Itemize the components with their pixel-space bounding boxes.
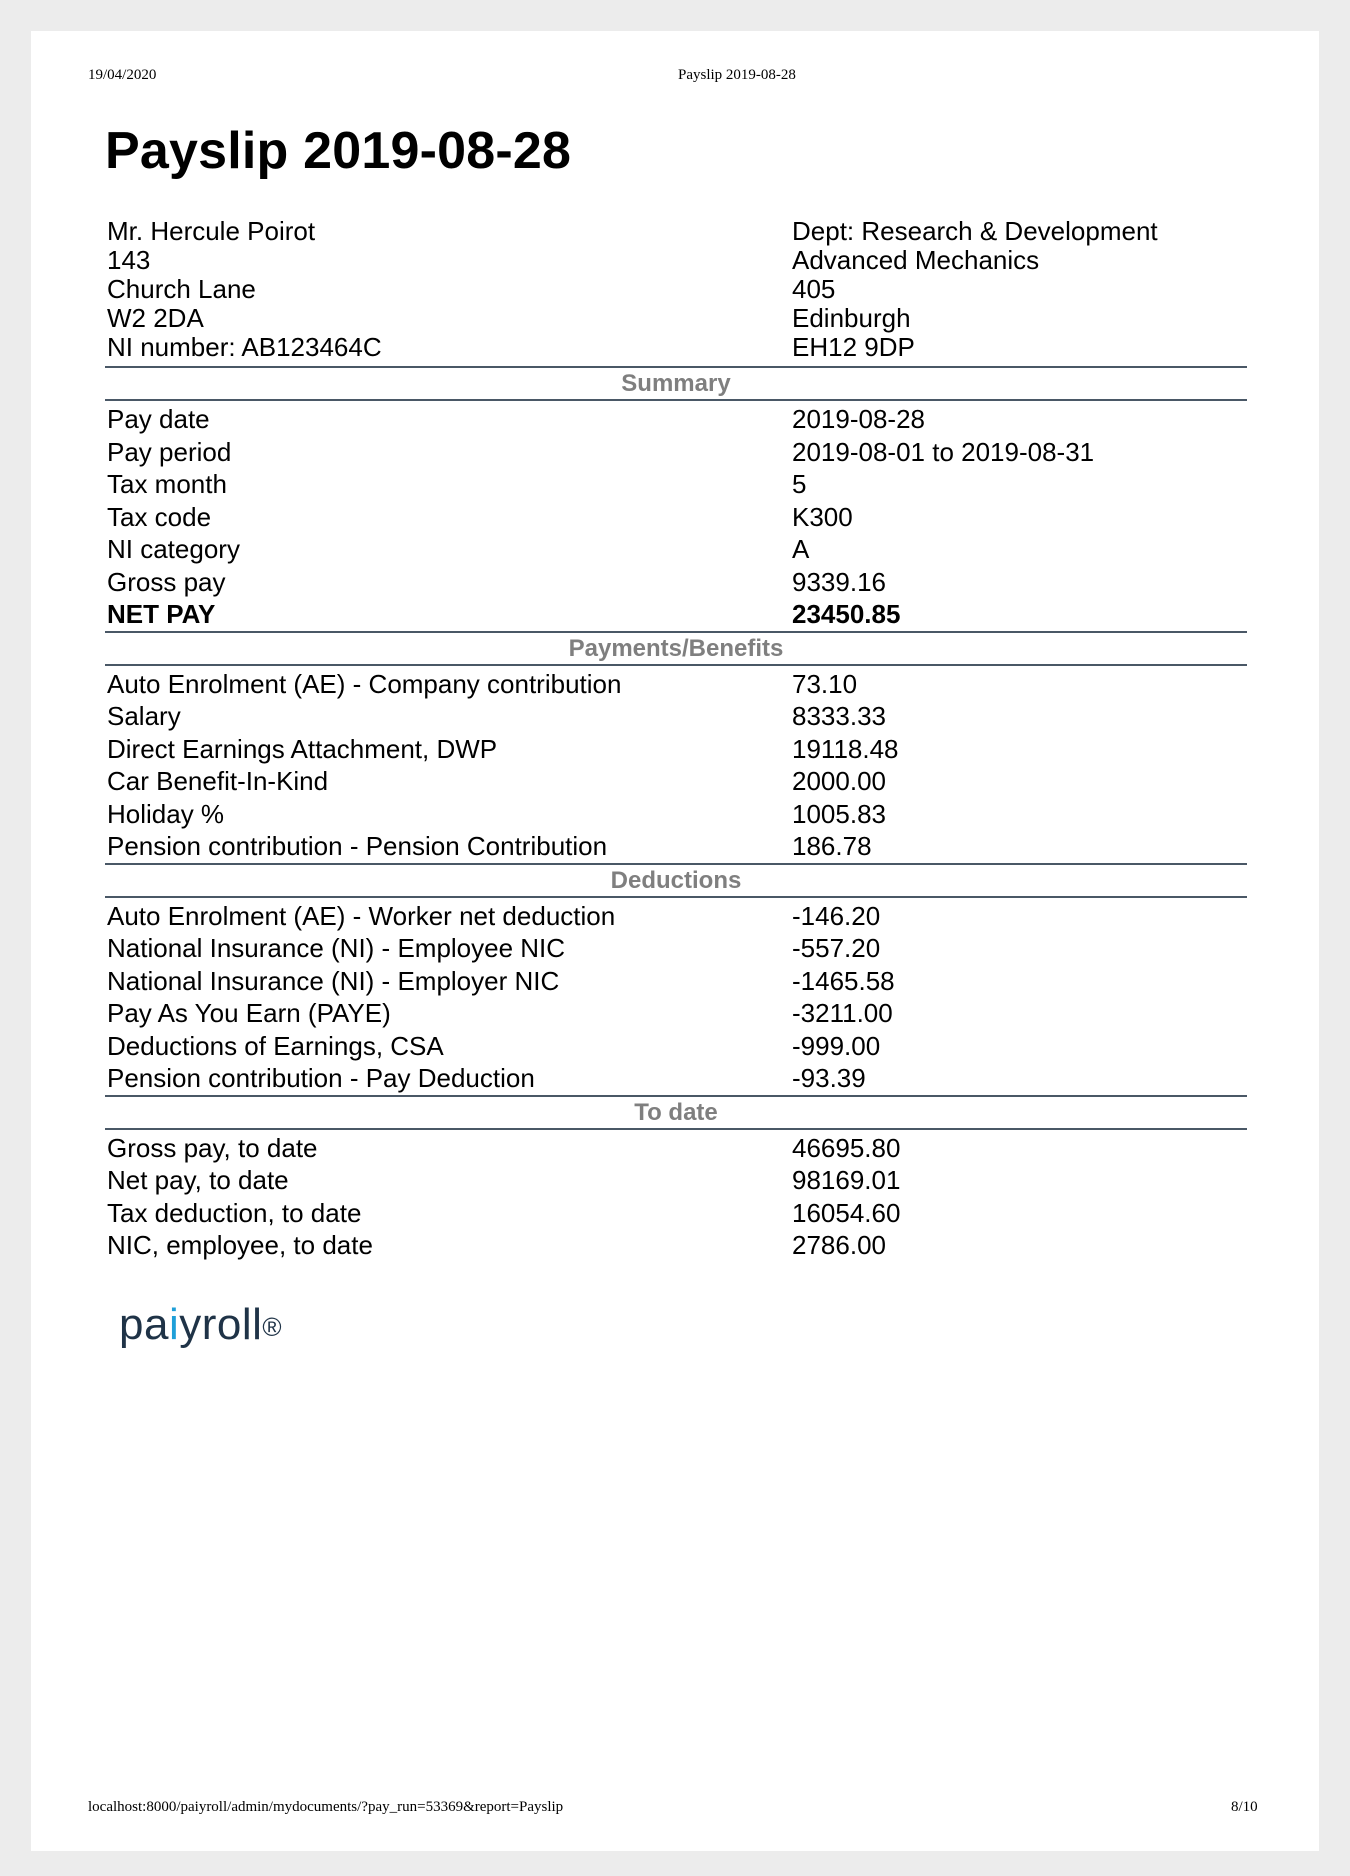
row-value: A	[792, 534, 810, 564]
row-label: Auto Enrolment (AE) - Company contribution	[107, 668, 622, 699]
row-label: Pay period	[107, 436, 232, 467]
employee-address	[105, 217, 792, 362]
print-page-number: 8/10	[1231, 1799, 1258, 1815]
row-label: Gross pay, to date	[107, 1132, 318, 1163]
row-label: Pension contribution - Pay Deduction	[107, 1063, 535, 1093]
summary-heading: Summary	[105, 366, 1247, 401]
table-row	[105, 668, 1247, 701]
row-label: Net pay, to date	[107, 1165, 289, 1195]
row-label: Car Benefit-In-Kind	[107, 766, 329, 796]
employee-ni-number: NI number: AB123464C	[107, 332, 382, 362]
payslip-content	[105, 121, 1247, 1350]
table-row	[105, 1062, 1247, 1095]
row-label: Salary	[107, 701, 181, 731]
table-row	[105, 900, 1247, 933]
row-value: 23450.85	[792, 599, 901, 629]
row-value: 2019-08-28	[792, 404, 925, 434]
row-value: K300	[792, 501, 853, 532]
row-label: National Insurance (NI) - Employer NIC	[107, 965, 560, 996]
employer-address-line1: 405	[792, 274, 836, 304]
employer-city: Edinburgh	[792, 303, 911, 333]
payments-table	[105, 666, 1247, 863]
row-value: 186.78	[792, 831, 872, 861]
print-date: 19/04/2020	[88, 67, 157, 83]
employee-address-line1: 143	[107, 245, 151, 275]
table-row	[105, 403, 1247, 436]
table-row	[105, 932, 1247, 965]
row-label: Pay date	[107, 404, 210, 434]
row-value: 9339.16	[792, 566, 886, 597]
print-url: localhost:8000/paiyroll/admin/mydocuments/?pay_run=53369&report=Payslip	[88, 1799, 564, 1815]
row-value: 2000.00	[792, 766, 886, 796]
table-row	[105, 436, 1247, 469]
logo-text-start: pa	[119, 1299, 169, 1349]
table-row	[105, 997, 1247, 1030]
row-value: -557.20	[792, 933, 881, 963]
table-row	[105, 1164, 1247, 1197]
row-label: Gross pay	[107, 566, 226, 597]
to-date-heading: To date	[105, 1095, 1247, 1130]
row-value: -1465.58	[792, 965, 895, 996]
table-row	[105, 1132, 1247, 1165]
table-row	[105, 1197, 1247, 1230]
row-label: National Insurance (NI) - Employee NIC	[107, 933, 566, 963]
net-pay-row	[105, 598, 1247, 631]
employee-address-line2: Church Lane	[107, 274, 256, 304]
logo-text-end: yroll	[179, 1299, 263, 1349]
employee-postcode: W2 2DA	[107, 303, 204, 333]
table-row	[105, 1229, 1247, 1262]
row-value: 2786.00	[792, 1230, 886, 1260]
summary-table	[105, 401, 1247, 631]
table-row	[105, 501, 1247, 534]
table-row	[105, 765, 1247, 798]
row-label: Auto Enrolment (AE) - Worker net deduction	[107, 900, 616, 931]
row-value: 46695.80	[792, 1132, 901, 1163]
address-block	[105, 217, 1247, 362]
row-label: NET PAY	[107, 599, 216, 629]
row-value: -146.20	[792, 900, 881, 931]
table-row	[105, 533, 1247, 566]
row-value: 16054.60	[792, 1197, 901, 1228]
to-date-table	[105, 1130, 1247, 1262]
deductions-table	[105, 898, 1247, 1095]
table-row	[105, 700, 1247, 733]
print-footer	[31, 1799, 1319, 1819]
table-row	[105, 830, 1247, 863]
print-title: Payslip 2019-08-28	[678, 67, 796, 83]
row-value: 2019-08-01 to 2019-08-31	[792, 436, 1095, 467]
employee-name: Mr. Hercule Poirot	[107, 216, 316, 246]
row-label: Tax code	[107, 501, 212, 532]
row-value: 73.10	[792, 668, 858, 699]
row-value: 98169.01	[792, 1165, 901, 1195]
row-label: Direct Earnings Attachment, DWP	[107, 733, 498, 764]
row-label: Tax deduction, to date	[107, 1197, 362, 1228]
table-row	[105, 733, 1247, 766]
paiyroll-logo	[119, 1300, 1247, 1350]
employer-address	[792, 217, 1247, 362]
logo-text-accent: i	[168, 1299, 180, 1349]
print-header	[31, 67, 1319, 87]
table-row	[105, 798, 1247, 831]
row-label: Tax month	[107, 469, 227, 499]
row-label: NIC, employee, to date	[107, 1230, 373, 1260]
row-value: 5	[792, 469, 807, 499]
row-value: 19118.48	[792, 733, 899, 764]
payments-heading: Payments/Benefits	[105, 631, 1247, 666]
row-label: Holiday %	[107, 798, 225, 829]
row-label: Deductions of Earnings, CSA	[107, 1030, 444, 1061]
row-value: -93.39	[792, 1063, 866, 1093]
row-label: Pay As You Earn (PAYE)	[107, 998, 391, 1028]
table-row	[105, 965, 1247, 998]
document-page	[31, 31, 1319, 1851]
deductions-heading: Deductions	[105, 863, 1247, 898]
registered-mark: ®	[262, 1311, 283, 1342]
row-value: -999.00	[792, 1030, 881, 1061]
table-row	[105, 1030, 1247, 1063]
employer-postcode: EH12 9DP	[792, 332, 915, 362]
row-value: 1005.83	[792, 798, 886, 829]
employer-company: Advanced Mechanics	[792, 245, 1040, 275]
table-row	[105, 566, 1247, 599]
employer-dept: Dept: Research & Development	[792, 216, 1158, 246]
row-value: 8333.33	[792, 701, 886, 731]
table-row	[105, 468, 1247, 501]
page-title: Payslip 2019-08-28	[105, 122, 572, 180]
row-value: -3211.00	[792, 998, 893, 1028]
row-label: Pension contribution - Pension Contribution	[107, 831, 608, 861]
row-label: NI category	[107, 534, 240, 564]
